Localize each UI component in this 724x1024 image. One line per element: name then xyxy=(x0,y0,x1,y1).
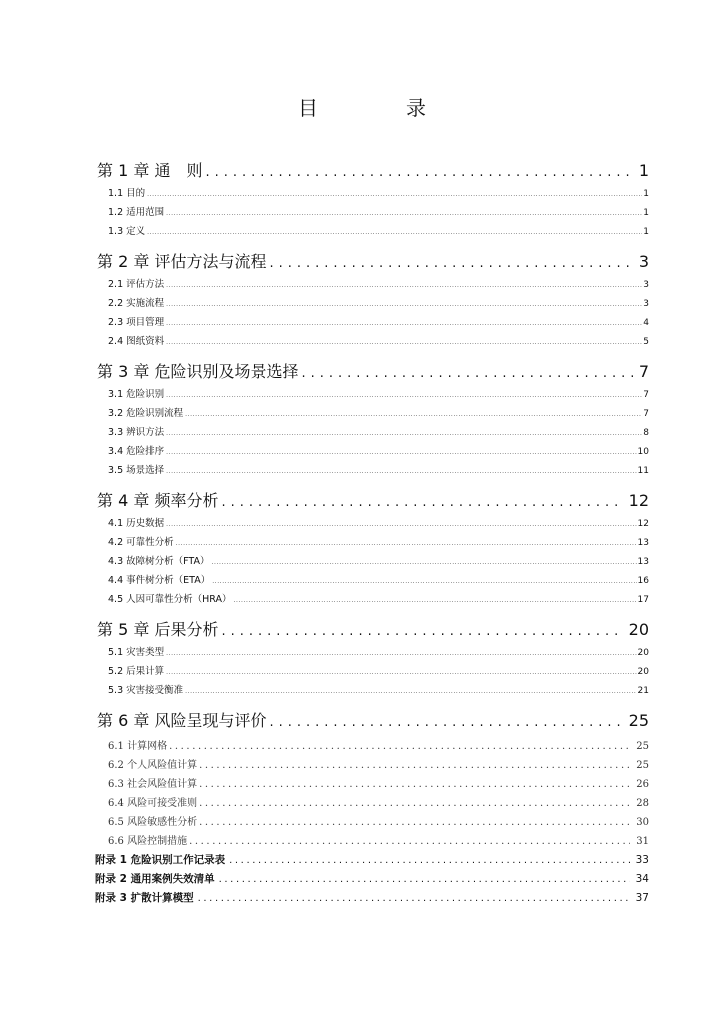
toc-section-label: 5.2 后果计算 xyxy=(108,666,165,677)
dot-leader xyxy=(197,756,630,775)
toc-page-number: 7 xyxy=(643,409,649,419)
toc-section-4-2[interactable] xyxy=(97,533,649,552)
toc-appendix-1[interactable] xyxy=(95,851,649,870)
dot-leader xyxy=(164,424,642,442)
dot-leader xyxy=(266,709,622,734)
toc-section-label: 4.3 故障树分析（FTA） xyxy=(108,556,210,567)
toc-chapter-5[interactable] xyxy=(97,616,649,643)
toc-page-number: 12 xyxy=(637,519,649,529)
toc-section-5-2[interactable] xyxy=(97,662,649,681)
toc-section-4-5[interactable] xyxy=(97,590,649,609)
toc-chapter-label: 第 2 章 评估方法与流程 xyxy=(97,252,267,271)
toc-section-label: 3.2 危险识别流程 xyxy=(108,408,184,419)
toc-page-number: 13 xyxy=(637,538,649,548)
toc-section-label: 2.1 评估方法 xyxy=(108,279,165,290)
toc-section-label: 5.3 灾害接受衡准 xyxy=(108,685,184,696)
dot-leader xyxy=(167,737,630,756)
toc-page-number: 34 xyxy=(635,873,649,885)
toc-section-label: 2.3 项目管理 xyxy=(108,317,165,328)
toc-section-6-4[interactable] xyxy=(97,794,649,813)
toc-page-number: 37 xyxy=(635,892,649,904)
dot-leader xyxy=(174,534,637,552)
table-of-contents xyxy=(97,157,649,908)
dot-leader xyxy=(183,405,642,423)
toc-section-label: 1.2 适用范围 xyxy=(108,207,165,218)
dot-leader xyxy=(298,360,632,385)
toc-section-label: 3.4 危险排序 xyxy=(108,446,165,457)
toc-appendix-label: 附录 1 危险识别工作记录表 xyxy=(95,854,226,866)
toc-appendix-label: 附录 2 通用案例失效清单 xyxy=(95,873,215,885)
toc-section-label: 4.4 事件树分析（ETA） xyxy=(108,575,211,586)
toc-page-number: 20 xyxy=(637,667,649,677)
dot-leader xyxy=(197,794,630,813)
dot-leader xyxy=(210,572,636,590)
toc-appendix-2[interactable] xyxy=(95,870,649,889)
dot-leader xyxy=(164,204,642,222)
toc-section-2-2[interactable] xyxy=(97,294,649,313)
dot-leader xyxy=(266,250,632,275)
dot-leader xyxy=(164,644,636,662)
toc-page-number: 8 xyxy=(643,428,649,438)
dot-leader xyxy=(218,618,622,643)
toc-section-label: 6.6 风险控制措施 xyxy=(108,836,188,847)
dot-leader xyxy=(164,333,642,351)
toc-section-label: 4.2 可靠性分析 xyxy=(108,537,174,548)
toc-page-number: 20 xyxy=(628,620,649,639)
toc-page-number: 1 xyxy=(643,227,649,237)
toc-page-number: 1 xyxy=(643,208,649,218)
toc-page-number: 31 xyxy=(636,836,649,847)
toc-section-label: 1.3 定义 xyxy=(108,226,146,237)
toc-section-label: 6.2 个人风险值计算 xyxy=(108,760,198,771)
dot-leader xyxy=(164,663,636,681)
dot-leader xyxy=(232,591,637,609)
toc-section-6-2[interactable] xyxy=(97,756,649,775)
toc-appendix-3[interactable] xyxy=(95,889,649,908)
dot-leader xyxy=(225,851,630,870)
dot-leader xyxy=(164,462,636,480)
dot-leader xyxy=(202,159,632,184)
toc-page-number: 30 xyxy=(636,817,649,828)
toc-section-label: 6.1 计算网格 xyxy=(108,741,168,752)
toc-chapter-2[interactable] xyxy=(97,248,649,275)
toc-section-5-3[interactable] xyxy=(97,681,649,700)
toc-section-label: 3.3 辨识方法 xyxy=(108,427,165,438)
dot-leader xyxy=(164,314,642,332)
dot-leader xyxy=(164,295,642,313)
toc-section-label: 1.1 目的 xyxy=(108,188,146,199)
toc-page-number: 26 xyxy=(636,779,649,790)
toc-page-number: 12 xyxy=(628,491,649,510)
toc-chapter-label: 第 3 章 危险识别及场景选择 xyxy=(97,362,299,381)
toc-page-number: 3 xyxy=(643,299,649,309)
toc-page-number: 3 xyxy=(638,252,649,271)
toc-section-label: 2.2 实施流程 xyxy=(108,298,165,309)
toc-section-2-4[interactable] xyxy=(97,332,649,351)
toc-section-3-5[interactable] xyxy=(97,461,649,480)
toc-page-number: 3 xyxy=(643,280,649,290)
dot-leader xyxy=(164,515,636,533)
toc-page-number: 7 xyxy=(643,390,649,400)
toc-section-1-3[interactable] xyxy=(97,222,649,241)
toc-section-6-3[interactable] xyxy=(97,775,649,794)
toc-section-2-1[interactable] xyxy=(97,275,649,294)
toc-section-3-3[interactable] xyxy=(97,423,649,442)
toc-section-3-1[interactable] xyxy=(97,385,649,404)
toc-section-label: 2.4 图纸资料 xyxy=(108,336,165,347)
toc-section-label: 6.5 风险敏感性分析 xyxy=(108,817,198,828)
toc-section-4-4[interactable] xyxy=(97,571,649,590)
toc-section-6-1[interactable] xyxy=(97,737,649,756)
dot-leader xyxy=(215,870,630,889)
toc-section-label: 6.4 风险可接受准则 xyxy=(108,798,198,809)
dot-leader xyxy=(197,813,630,832)
toc-section-label: 3.1 危险识别 xyxy=(108,389,165,400)
toc-page-number: 21 xyxy=(637,686,649,696)
toc-page-number: 25 xyxy=(636,741,649,752)
toc-chapter-label: 第 5 章 后果分析 xyxy=(97,620,219,639)
toc-chapter-label: 第 1 章 通 则 xyxy=(97,161,203,180)
toc-page-number: 16 xyxy=(637,576,649,586)
toc-page-number: 7 xyxy=(638,362,649,381)
toc-page-number: 10 xyxy=(637,447,649,457)
toc-page-number: 33 xyxy=(635,854,649,866)
toc-chapter-3[interactable] xyxy=(97,358,649,385)
dot-leader xyxy=(145,185,642,203)
dot-leader xyxy=(194,889,630,908)
dot-leader xyxy=(164,443,636,461)
toc-section-label: 5.1 灾害类型 xyxy=(108,647,165,658)
dot-leader xyxy=(218,489,622,514)
toc-page-number: 11 xyxy=(637,466,649,476)
toc-page-number: 4 xyxy=(643,318,649,328)
toc-page-number: 1 xyxy=(643,189,649,199)
dot-leader xyxy=(197,775,630,794)
toc-section-6-5[interactable] xyxy=(97,813,649,832)
toc-section-3-4[interactable] xyxy=(97,442,649,461)
dot-leader xyxy=(164,276,642,294)
toc-section-3-2[interactable] xyxy=(97,404,649,423)
toc-section-1-2[interactable] xyxy=(97,203,649,222)
toc-chapter-4[interactable] xyxy=(97,487,649,514)
toc-page-number: 1 xyxy=(638,161,649,180)
dot-leader xyxy=(145,223,642,241)
dot-leader xyxy=(164,386,642,404)
toc-section-label: 3.5 场景选择 xyxy=(108,465,165,476)
toc-chapter-1[interactable] xyxy=(97,157,649,184)
toc-section-2-3[interactable] xyxy=(97,313,649,332)
toc-section-6-6[interactable] xyxy=(97,832,649,851)
toc-chapter-label: 第 6 章 风险呈现与评价 xyxy=(97,711,267,730)
page-title: 目 录 xyxy=(298,96,460,120)
toc-section-5-1[interactable] xyxy=(97,643,649,662)
toc-page-number: 13 xyxy=(637,557,649,567)
toc-appendix-label: 附录 3 扩散计算模型 xyxy=(95,892,194,904)
toc-page-number: 28 xyxy=(636,798,649,809)
toc-page-number: 17 xyxy=(637,595,649,605)
toc-section-label: 4.5 人因可靠性分析（HRA） xyxy=(108,594,232,605)
dot-leader xyxy=(210,553,637,571)
toc-page-number: 5 xyxy=(643,337,649,347)
toc-page-number: 25 xyxy=(636,760,649,771)
dot-leader xyxy=(187,832,630,851)
toc-chapter-6[interactable] xyxy=(97,707,649,734)
toc-section-label: 4.1 历史数据 xyxy=(108,518,165,529)
dot-leader xyxy=(183,682,636,700)
toc-page-number: 20 xyxy=(637,648,649,658)
toc-page-number: 25 xyxy=(628,711,649,730)
toc-section-1-1[interactable] xyxy=(97,184,649,203)
toc-section-4-1[interactable] xyxy=(97,514,649,533)
toc-section-4-3[interactable] xyxy=(97,552,649,571)
toc-chapter-label: 第 4 章 频率分析 xyxy=(97,491,219,510)
toc-section-label: 6.3 社会风险值计算 xyxy=(108,779,198,790)
